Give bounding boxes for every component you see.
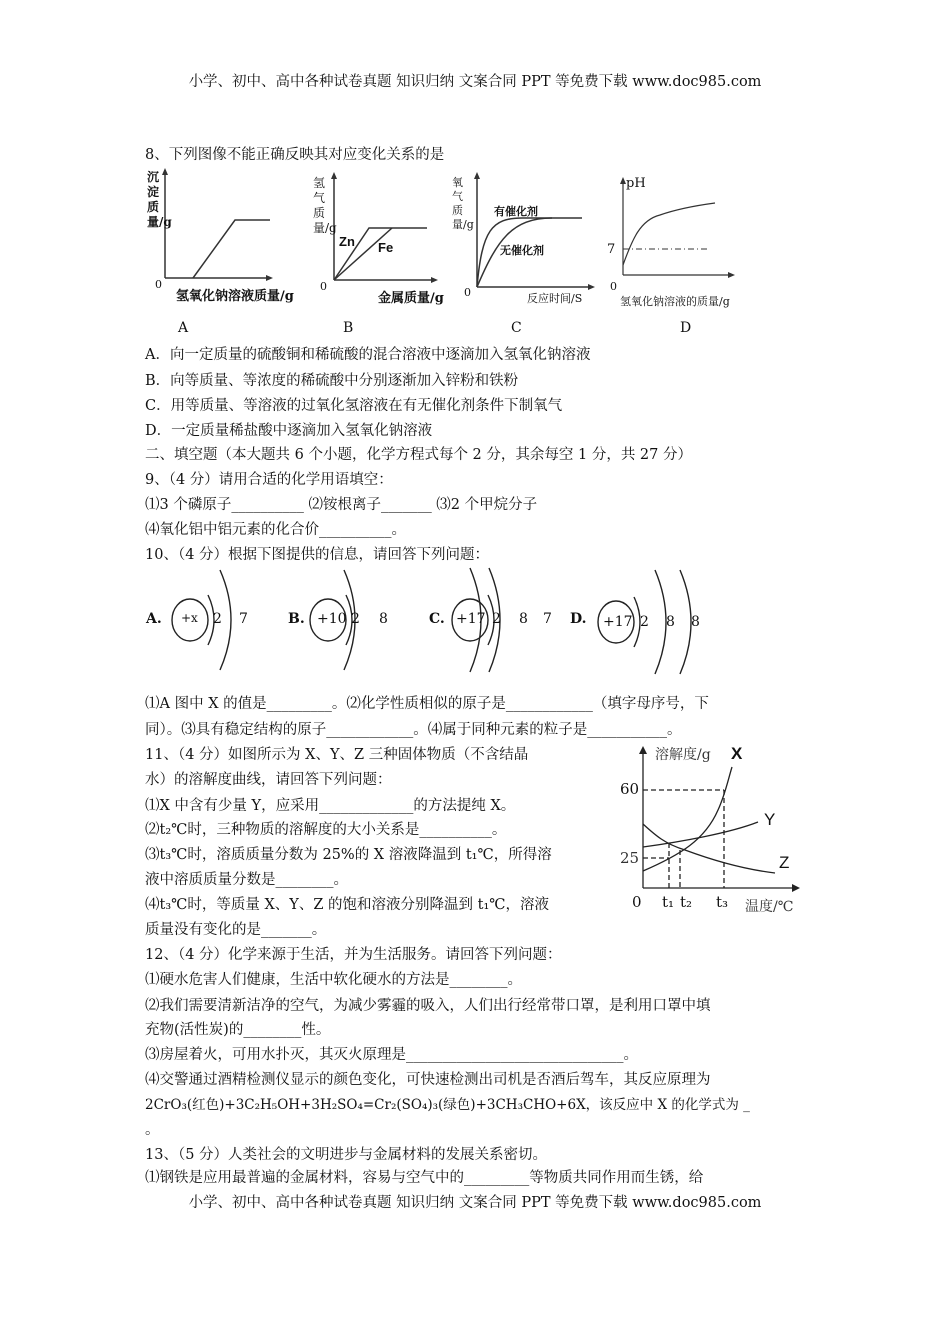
xtick-t2: t₂ bbox=[680, 893, 693, 911]
q12-line: 充物(活性炭)的________性。 bbox=[145, 1022, 331, 1038]
fig-label-d: D bbox=[680, 320, 692, 336]
q12-line: ⑴硬水危害人们健康，生活中软化硬水的方法是________。 bbox=[145, 972, 522, 988]
chart-xlabel: 温度/℃ bbox=[745, 899, 794, 915]
fig-d-origin: 0 bbox=[610, 280, 617, 293]
q12-line: ⑵我们需要清新洁净的空气，为减少雾霾的吸入，人们出行经常带口罩，是利用口罩中填 bbox=[145, 998, 711, 1014]
atom-d-nucleus: +17 bbox=[603, 614, 633, 630]
xtick-t1: t₁ bbox=[662, 893, 675, 911]
fig-b-ylabel: 氢气质量/g bbox=[313, 176, 337, 235]
q12-equation: 2CrO₃(红色)+3C₂H₅OH+3H₂SO₄=Cr₂(SO₄)₃(绿色)+3CH₃CHO+6X，该反应中 X 的化学式为 _ bbox=[145, 1097, 750, 1113]
atom-a-label: A. bbox=[146, 611, 162, 627]
atom-a-shell: 7 bbox=[239, 611, 248, 627]
q11-line: 水）的溶解度曲线，请回答下列问题： bbox=[145, 772, 392, 788]
atom-c-shell: 2 bbox=[492, 611, 501, 627]
atom-d-shell: 8 bbox=[666, 614, 675, 630]
fig-b-xlabel: 金属质量/g bbox=[378, 291, 444, 306]
figure-b bbox=[320, 170, 440, 300]
page-header: 小学、初中、高中各种试卷真题 知识归纳 文案合同 PPT 等免费下载 www.doc985.com bbox=[188, 74, 762, 90]
fig-label-b: B bbox=[343, 320, 354, 336]
fig-c-catalyst: 有催化剂 bbox=[494, 205, 538, 218]
atom-b-shell: 2 bbox=[351, 611, 360, 627]
curve-x bbox=[643, 767, 732, 871]
q11-line: 11、（4 分）如图所示为 X、Y、Z 三种固体物质（不含结晶 bbox=[145, 747, 529, 763]
q11-line: 质量没有变化的是_______。 bbox=[145, 922, 327, 938]
ytick-60: 60 bbox=[620, 780, 640, 798]
q12-line: 。 bbox=[145, 1122, 160, 1138]
q11-line: ⑷t₃℃时，等质量 X、Y、Z 的饱和溶液分别降温到 t₁℃，溶液 bbox=[145, 897, 550, 913]
section-2-title: 二、填空题（本大题共 6 个小题，化学方程式每个 2 分，其余每空 1 分，共 27 分） bbox=[145, 447, 692, 463]
chart-ylabel: 溶解度/g bbox=[655, 747, 711, 763]
fig-b-fe: Fe bbox=[378, 240, 394, 255]
figure-c bbox=[452, 170, 602, 300]
ytick-25: 25 bbox=[620, 849, 640, 867]
q8-option-a: A．向一定质量的硫酸铜和稀硫酸的混合溶液中逐滴加入氢氧化钠溶液 bbox=[145, 347, 591, 363]
fig-c-ylabel: 氧气质量/g bbox=[452, 176, 474, 231]
chart-origin: 0 bbox=[632, 893, 642, 911]
q10-line1: ⑴A 图中 X 的值是_________。⑵化学性质相似的原子是____________（填字母序号，下 bbox=[145, 696, 709, 712]
fig-label-a: A bbox=[178, 320, 189, 336]
q13-line: ⑴钢铁是应用最普遍的金属材料，容易与空气中的_________等物质共同作用而生锈，给 bbox=[145, 1170, 704, 1186]
atom-b-nucleus: +10 bbox=[317, 611, 347, 627]
q9-line2: ⑷氧化铝中铝元素的化合价__________。 bbox=[145, 522, 406, 538]
fig-label-c: C bbox=[511, 320, 522, 336]
q8-option-d: D．一定质量稀盐酸中逐滴加入氢氧化钠溶液 bbox=[145, 423, 433, 439]
q11-line: ⑵t₂℃时，三种物质的溶解度的大小关系是__________。 bbox=[145, 822, 507, 838]
q12-line: 12、（4 分）化学来源于生活，并为生活服务。请回答下列问题： bbox=[145, 947, 562, 963]
series-y-label: Y bbox=[764, 810, 776, 829]
q12-line: ⑶房屋着火，可用水扑灭，其灭火原理是______________________________。 bbox=[145, 1047, 638, 1063]
atom-b-shell: 8 bbox=[379, 611, 388, 627]
series-z-label: Z bbox=[779, 853, 790, 872]
xtick-t3: t₃ bbox=[716, 893, 729, 911]
atom-d-label: D. bbox=[570, 611, 587, 627]
curve-y bbox=[643, 822, 758, 847]
atom-b-label: B. bbox=[288, 611, 305, 627]
q10-line2: 同）。⑶具有稳定结构的原子____________。⑷属于同种元素的粒子是___________。 bbox=[145, 722, 682, 738]
fig-d-xlabel: 氢氧化钠溶液的质量/g bbox=[620, 295, 730, 308]
q9-stem: 9、（4 分）请用合适的化学用语填空： bbox=[145, 472, 393, 488]
q10-stem: 10、（4 分）根据下图提供的信息，请回答下列问题： bbox=[145, 547, 490, 563]
atom-c-shell: 8 bbox=[519, 611, 528, 627]
q11-line: ⑴X 中含有少量 Y，应采用_____________的方法提纯 X。 bbox=[145, 798, 516, 814]
fig-a-ylabel: 沉淀质量/g bbox=[147, 170, 172, 229]
q11-line: 液中溶质质量分数是________。 bbox=[145, 872, 348, 888]
atom-c-nucleus: +17 bbox=[456, 611, 486, 627]
atom-a-shell: 2 bbox=[213, 611, 222, 627]
fig-a-origin: 0 bbox=[155, 278, 162, 291]
fig-d-tick-7: 7 bbox=[607, 242, 616, 257]
q13-stem: 13、（5 分）人类社会的文明进步与金属材料的发展关系密切。 bbox=[145, 1147, 548, 1163]
atom-d-shell: 8 bbox=[691, 614, 700, 630]
atom-a-nucleus: +x bbox=[181, 611, 198, 625]
series-x-label: X bbox=[731, 744, 743, 763]
page-footer: 小学、初中、高中各种试卷真题 知识归纳 文案合同 PPT 等免费下载 www.doc985.com bbox=[188, 1195, 762, 1211]
fig-b-origin: 0 bbox=[320, 280, 327, 293]
atom-c-label: C. bbox=[429, 611, 445, 627]
fig-c-origin: 0 bbox=[464, 286, 471, 299]
fig-b-zn: Zn bbox=[339, 234, 355, 249]
q8-stem: 8、下列图像不能正确反映其对应变化关系的是 bbox=[145, 147, 445, 163]
q8-option-b: B．向等质量、等浓度的稀硫酸中分别逐渐加入锌粉和铁粉 bbox=[145, 373, 519, 389]
atom-d-shell: 2 bbox=[640, 614, 649, 630]
fig-c-no-catalyst: 无催化剂 bbox=[500, 244, 544, 257]
q9-line1: ⑴3 个磷原子__________ ⑵铵根离子_______ ⑶2 个甲烷分子 bbox=[145, 497, 538, 513]
fig-d-ylabel: pH bbox=[626, 176, 646, 191]
fig-a-xlabel: 氢氧化钠溶液质量/g bbox=[176, 289, 294, 304]
q8-option-c: C．用等质量、等溶液的过氧化氢溶液在有无催化剂条件下制氧气 bbox=[145, 398, 563, 414]
q12-line: ⑷交警通过酒精检测仪显示的颜色变化，可快速检测出司机是否酒后驾车，其反应原理为 bbox=[145, 1072, 711, 1088]
curve-z bbox=[643, 824, 775, 873]
fig-c-xlabel: 反应时间/S bbox=[527, 292, 583, 305]
atom-c-shell: 7 bbox=[543, 611, 552, 627]
q11-line: ⑶t₃℃时，溶质质量分数为 25%的 X 溶液降温到 t₁℃，所得溶 bbox=[145, 847, 552, 863]
